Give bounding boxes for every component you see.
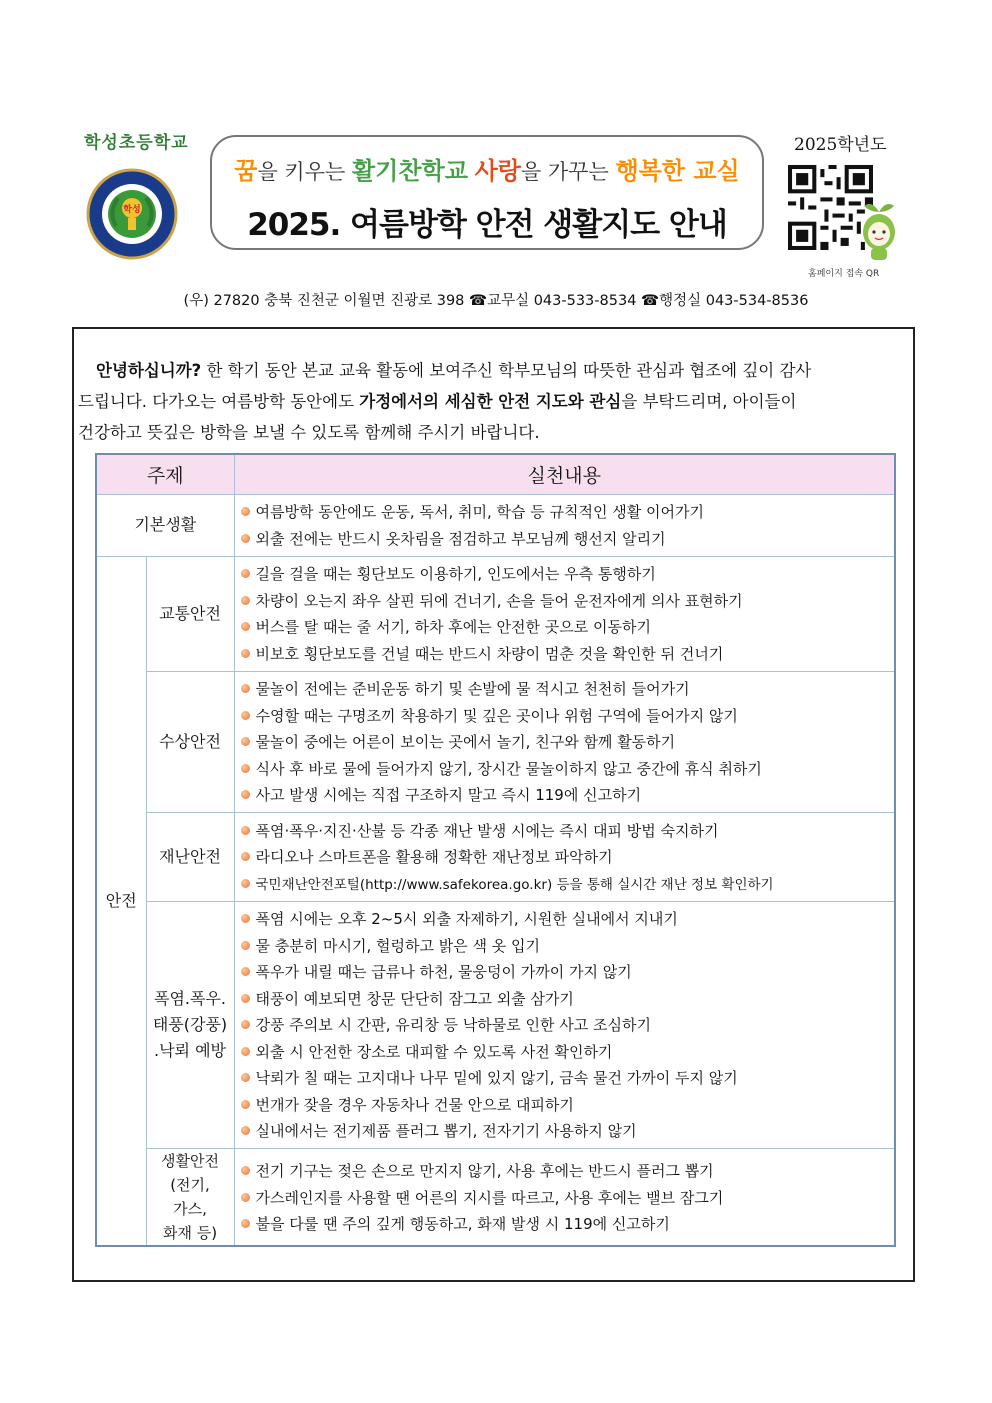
- school-name: 학성초등학교: [84, 133, 189, 153]
- list-item-text: 강풍 주의보 시 간판, 유리창 등 낙하물로 인한 사고 조심하기: [255, 1016, 651, 1035]
- bullet-icon: [241, 852, 250, 861]
- bullet-icon: [241, 879, 250, 888]
- bullet-icon: [241, 1219, 250, 1228]
- list-item-text: 차량이 오는지 좌우 살핀 뒤에 건너기, 손을 들어 운전자에게 의사 표현하기: [255, 591, 743, 610]
- items-weather: [234, 901, 895, 1149]
- emblem-text: 학성: [123, 205, 141, 215]
- list-item: [241, 870, 891, 897]
- list-item-text: 물 충분히 마시기, 헐렁하고 밝은 색 옷 입기: [255, 936, 540, 955]
- list-item: [241, 702, 891, 729]
- intro-line2a: 드립니다. 다가오는 여름방학 동안에도: [78, 392, 360, 411]
- title-banner: [210, 135, 764, 250]
- list-item-text: 물놀이 전에는 준비운동 하기 및 손발에 물 적시고 천천히 들어가기: [255, 680, 690, 699]
- list-item: [241, 676, 891, 703]
- bullet-icon: [241, 649, 250, 658]
- header-topic: 주제: [96, 454, 234, 494]
- list-item: [241, 587, 891, 614]
- category-living-line2: (전기,: [170, 1176, 210, 1194]
- bullet-icon: [241, 1020, 250, 1029]
- category-disaster: 재난안전: [146, 813, 234, 902]
- list-item-text: 폭염·폭우·지진·산불 등 각종 재난 발생 시에는 즉시 대피 방법 숙지하기: [255, 821, 719, 840]
- list-item: [241, 729, 891, 756]
- qr-caption: 홈페이지 접속 QR: [808, 269, 880, 279]
- category-weather-line3: .낙뢰 예방: [154, 1040, 226, 1060]
- bullet-icon: [241, 596, 250, 605]
- items-disaster: [234, 813, 895, 902]
- list-item-text: 불을 다룰 땐 주의 깊게 행동하고, 화재 발생 시 119에 신고하기: [255, 1215, 670, 1233]
- school-emblem-icon: [86, 168, 178, 260]
- bullet-icon: [241, 914, 250, 923]
- bullet-icon: [241, 826, 250, 835]
- list-item-text: 길을 걸을 때는 횡단보도 이용하기, 인도에서는 우측 통행하기: [255, 565, 656, 584]
- bullet-icon: [241, 1126, 250, 1135]
- list-item: [241, 985, 891, 1012]
- bullet-icon: [241, 1047, 250, 1056]
- category-living-line1: 생활안전: [161, 1152, 219, 1170]
- greeting: 안녕하십니까?: [96, 361, 202, 380]
- bullet-icon: [241, 622, 250, 631]
- bullet-icon: [241, 1073, 250, 1082]
- category-living: [146, 1149, 234, 1247]
- list-item: [241, 782, 891, 809]
- bullet-icon: [241, 1166, 250, 1175]
- header-content: 실천내용: [234, 454, 895, 494]
- content-frame: [72, 327, 915, 1282]
- slogan-space: [468, 160, 475, 184]
- list-item-text: 낙뢰가 칠 때는 고지대나 나무 밑에 있지 않기, 금속 물건 가까이 두지 않기: [255, 1069, 738, 1088]
- list-item: [241, 817, 891, 844]
- category-living-line3: 가스,: [173, 1200, 207, 1218]
- list-item-text: 비보호 횡단보도를 건널 때는 반드시 차량이 멈춘 것을 확인한 뒤 건너기: [255, 644, 724, 663]
- list-item: [241, 959, 891, 986]
- list-item-text: 실내에서는 전기제품 플러그 뽑기, 전자기기 사용하지 않기: [255, 1122, 637, 1141]
- list-item-text: 수영할 때는 구명조끼 착용하기 및 깊은 곳이나 위험 구역에 들어가지 않기: [255, 706, 738, 725]
- school-year: 2025학년도: [794, 135, 887, 155]
- safety-guide-table: [95, 453, 896, 1247]
- bullet-icon: [241, 711, 250, 720]
- bullet-icon: [241, 1193, 250, 1202]
- category-weather-line2: 태풍(강풍): [152, 1014, 228, 1034]
- list-item: [241, 1065, 891, 1092]
- slogan-dream: 꿈: [234, 157, 258, 185]
- category-water: 수상안전: [146, 671, 234, 813]
- bullet-icon: [241, 764, 250, 773]
- slogan-lively-school: 활기찬학교: [351, 157, 468, 185]
- bullet-icon: [241, 534, 250, 543]
- list-item-text: 태풍이 예보되면 창문 단단히 잠그고 외출 삼가기: [255, 989, 574, 1008]
- list-item: [241, 614, 891, 641]
- list-item: [241, 1118, 891, 1145]
- list-item: [241, 932, 891, 959]
- page-title: 2025. 여름방학 안전 생활지도 안내: [247, 207, 727, 243]
- category-safety: 안전: [96, 556, 146, 1246]
- list-item: [241, 755, 891, 782]
- list-item-text: 폭우가 내릴 때는 급류나 하천, 물웅덩이 가까이 가지 않기: [255, 963, 632, 982]
- bullet-icon: [241, 1100, 250, 1109]
- slogan-text-2: 을 가꾸는: [520, 160, 616, 184]
- list-item: [241, 1091, 891, 1118]
- intro-line2b: 을 부탁드리며, 아이들이: [621, 392, 797, 411]
- list-item: [241, 525, 891, 552]
- bullet-icon: [241, 507, 250, 516]
- list-item-text: 전기 기구는 젖은 손으로 만지지 않기, 사용 후에는 반드시 플러그 뽑기: [255, 1162, 714, 1180]
- category-weather-line1: 폭염.폭우.: [154, 988, 226, 1008]
- items-water: [234, 671, 895, 813]
- slogan-love: 사랑: [474, 157, 521, 185]
- list-item-text: 여름방학 동안에도 운동, 독서, 취미, 학습 등 규칙적인 생활 이어가기: [255, 503, 704, 522]
- slogan-text-1: 을 키우는: [257, 160, 352, 184]
- list-item: [241, 906, 891, 933]
- category-basic: 기본생활: [96, 494, 234, 556]
- list-item: [241, 1210, 891, 1237]
- category-living-line4: 화재 등): [162, 1224, 218, 1242]
- bullet-icon: [241, 967, 250, 976]
- category-traffic: 교통안전: [146, 556, 234, 671]
- school-address: (우) 27820 충북 진천군 이월면 진광로 398 ☎교무실 043-533-8534 ☎행정실 043-534-8536: [183, 293, 809, 309]
- slogan-happy-class: 행복한 교실: [615, 157, 740, 185]
- list-item-text: 폭염 시에는 오후 2~5시 외출 자제하기, 시원한 실내에서 지내기: [255, 910, 678, 929]
- list-item-text: 라디오나 스마트폰을 활용해 정확한 재난정보 파악하기: [255, 848, 613, 867]
- bullet-icon: [241, 569, 250, 578]
- bullet-icon: [241, 994, 250, 1003]
- items-traffic: [234, 556, 895, 671]
- category-weather: [146, 901, 234, 1149]
- bullet-icon: [241, 790, 250, 799]
- list-item-text: 식사 후 바로 물에 들어가지 않기, 장시간 물놀이하지 않고 중간에 휴식 취하기: [255, 759, 762, 778]
- items-living: [234, 1149, 895, 1247]
- bullet-icon: [241, 684, 250, 693]
- intro-emphasis: 가정에서의 세심한 안전 지도와 관심: [359, 392, 622, 411]
- list-item: [241, 1184, 891, 1211]
- intro-line1: 한 학기 동안 본교 교육 활동에 보여주신 학부모님의 따뜻한 관심과 협조에 깊이 감사: [201, 361, 812, 380]
- list-item: [241, 499, 891, 526]
- list-item: [241, 1038, 891, 1065]
- list-item-text: 버스를 탈 때는 줄 서기, 하차 후에는 안전한 곳으로 이동하기: [255, 618, 651, 637]
- mascot-icon: [858, 200, 900, 262]
- list-item-text: 국민재난안전포털(http://www.safekorea.go.kr) 등을 통해 실시간 재난 정보 확인하기: [255, 877, 774, 894]
- list-item-text: 외출 전에는 반드시 옷차림을 점검하고 부모님께 행선지 알리기: [255, 529, 666, 548]
- list-item: [241, 1157, 891, 1184]
- intro-line3: 건강하고 뜻깊은 방학을 보낼 수 있도록 함께해 주시기 바랍니다.: [78, 423, 540, 442]
- list-item: [241, 640, 891, 667]
- list-item-text: 번개가 잦을 경우 자동차나 건물 안으로 대피하기: [255, 1095, 574, 1114]
- intro-paragraph: [78, 355, 912, 448]
- list-item-text: 외출 시 안전한 장소로 대피할 수 있도록 사전 확인하기: [255, 1042, 613, 1061]
- list-item-text: 사고 발생 시에는 직접 구조하지 말고 즉시 119에 신고하기: [255, 786, 642, 805]
- list-item: [241, 1012, 891, 1039]
- bullet-icon: [241, 737, 250, 746]
- list-item: [241, 844, 891, 871]
- school-slogan: [212, 151, 762, 186]
- list-item-text: 가스레인지를 사용할 땐 어른의 지시를 따르고, 사용 후에는 밸브 잠그기: [255, 1188, 724, 1207]
- items-basic: [234, 494, 895, 556]
- bullet-icon: [241, 941, 250, 950]
- list-item: [241, 561, 891, 588]
- list-item-text: 물놀이 중에는 어른이 보이는 곳에서 놀기, 친구와 함께 활동하기: [255, 733, 676, 752]
